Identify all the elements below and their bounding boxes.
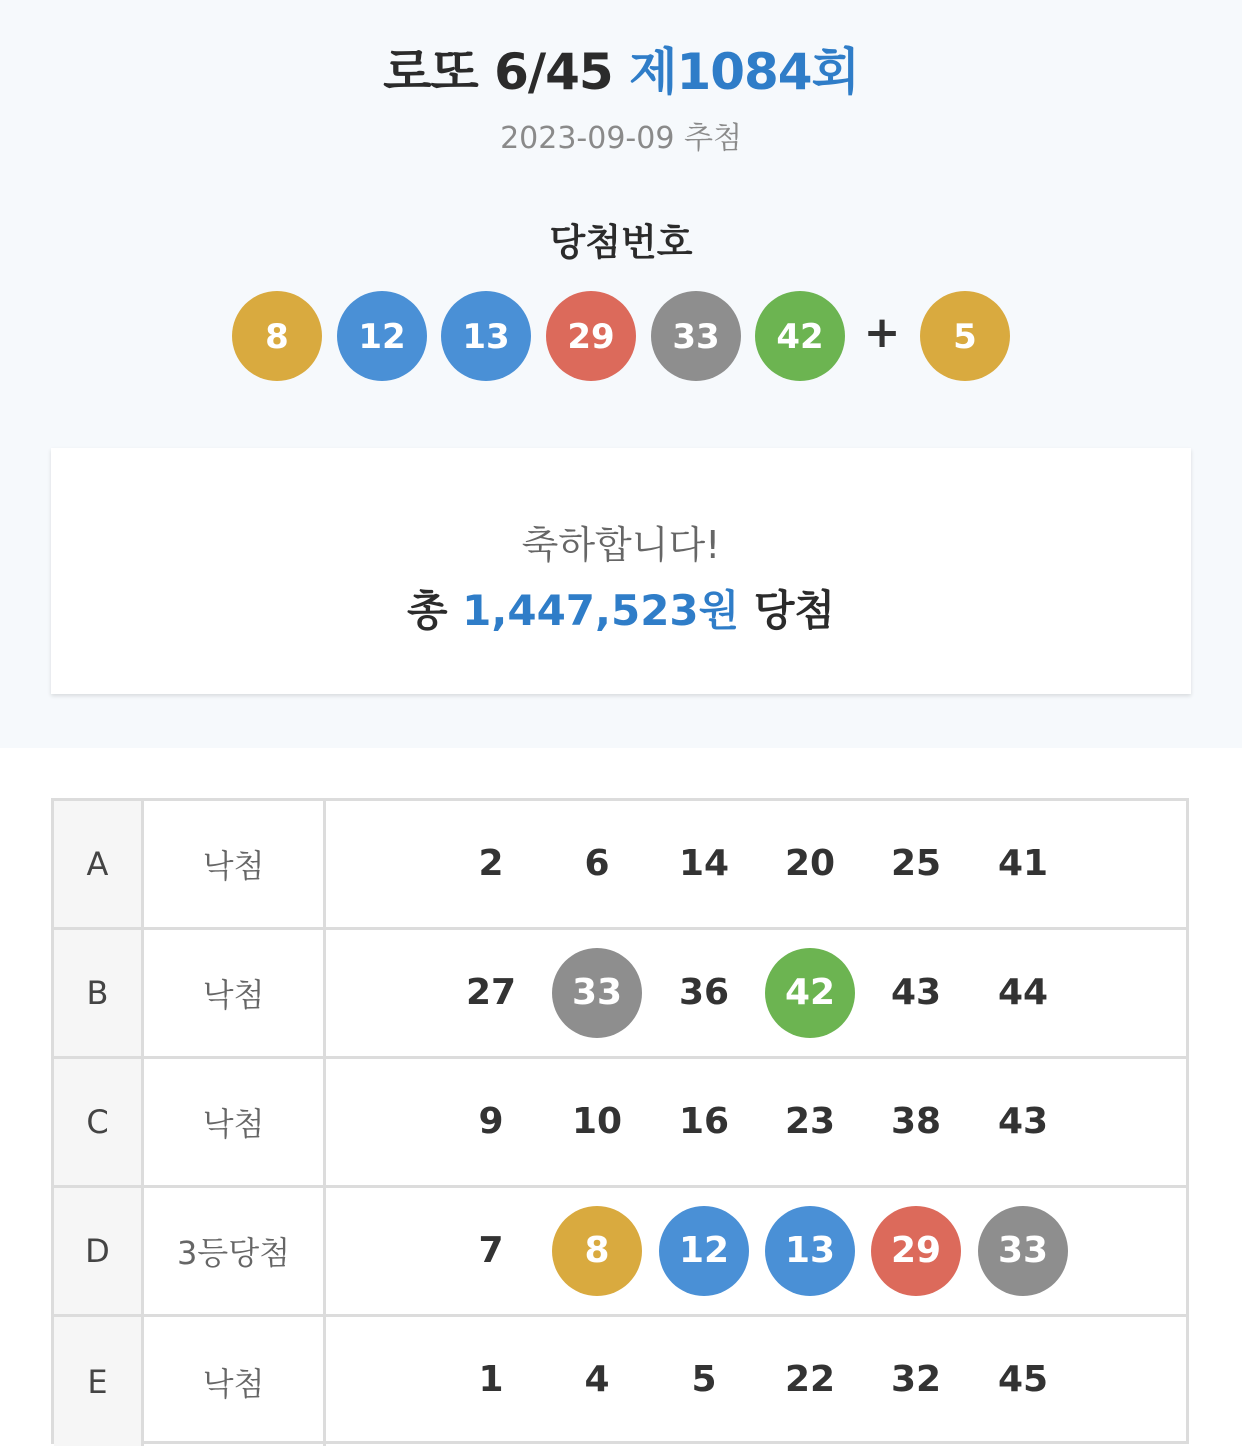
ticket-number: 43: [997, 1101, 1049, 1142]
round-number: 제1084회: [629, 43, 859, 101]
ticket-number-matched: 8: [552, 1206, 642, 1296]
ticket-label: C: [54, 1059, 144, 1185]
ticket-result: 낙첨: [144, 1317, 326, 1446]
ticket-number: 20: [784, 843, 836, 884]
ticket-number: 1: [478, 1359, 504, 1400]
winning-ball: 13: [441, 291, 531, 381]
ticket-row: [54, 1188, 1186, 1317]
ticket-number: 10: [571, 1101, 623, 1142]
winning-ball: 33: [651, 291, 741, 381]
ticket-number: 22: [784, 1359, 836, 1400]
ticket-table: [51, 798, 1189, 1444]
ticket-row: [54, 1059, 1186, 1188]
ticket-result: 낙첨: [144, 1059, 326, 1185]
ticket-number: 2: [478, 843, 504, 884]
result-card: [51, 448, 1191, 694]
ticket-number: 6: [584, 843, 610, 884]
ticket-number: 4: [584, 1359, 610, 1400]
plus-icon: +: [863, 307, 901, 358]
ticket-number: 25: [890, 843, 942, 884]
ticket-result: 낙첨: [144, 801, 326, 927]
congrats-message: 축하합니다!: [521, 523, 721, 567]
ticket-number-matched: 33: [552, 948, 642, 1038]
ticket-number: 43: [890, 972, 942, 1013]
title-prefix: 로또 6/45: [383, 43, 613, 101]
ticket-label: B: [54, 930, 144, 1056]
total-suffix: 당첨: [753, 586, 836, 635]
ticket-result: 낙첨: [144, 930, 326, 1056]
ticket-number: 45: [997, 1359, 1049, 1400]
ticket-label: E: [54, 1317, 144, 1446]
ticket-number-matched: 33: [978, 1206, 1068, 1296]
ticket-number: 36: [678, 972, 730, 1013]
ticket-label: A: [54, 801, 144, 927]
total-amount: 1,447,523원: [462, 586, 740, 635]
total-prefix: 총: [406, 586, 448, 635]
ticket-number-matched: 29: [871, 1206, 961, 1296]
ticket-number-matched: 12: [659, 1206, 749, 1296]
ticket-label: D: [54, 1188, 144, 1314]
total-winnings: [51, 578, 1191, 638]
ticket-number: 5: [691, 1359, 717, 1400]
ticket-number: 38: [890, 1101, 942, 1142]
ticket-number: 14: [678, 843, 730, 884]
ticket-number: 41: [997, 843, 1049, 884]
ticket-number-matched: 13: [765, 1206, 855, 1296]
winning-numbers: [0, 291, 1242, 381]
ticket-number-matched: 42: [765, 948, 855, 1038]
ticket-number: 7: [478, 1230, 504, 1271]
winning-ball: 29: [546, 291, 636, 381]
winning-numbers-label: 당첨번호: [549, 221, 693, 264]
ticket-number: 23: [784, 1101, 836, 1142]
winning-ball: 8: [232, 291, 322, 381]
winning-ball: 12: [337, 291, 427, 381]
ticket-number: 9: [478, 1101, 504, 1142]
winning-ball: 42: [755, 291, 845, 381]
page-title: [0, 32, 1242, 104]
ticket-result: 3등당첨: [144, 1188, 326, 1314]
ticket-row: [54, 930, 1186, 1059]
ticket-number: 44: [997, 972, 1049, 1013]
ticket-number: 16: [678, 1101, 730, 1142]
draw-date: 2023-09-09 추첨: [500, 121, 742, 156]
ticket-row: [54, 801, 1186, 930]
ticket-row: [54, 1317, 1186, 1446]
bonus-ball: 5: [920, 291, 1010, 381]
ticket-number: 27: [465, 972, 517, 1013]
ticket-number: 32: [890, 1359, 942, 1400]
